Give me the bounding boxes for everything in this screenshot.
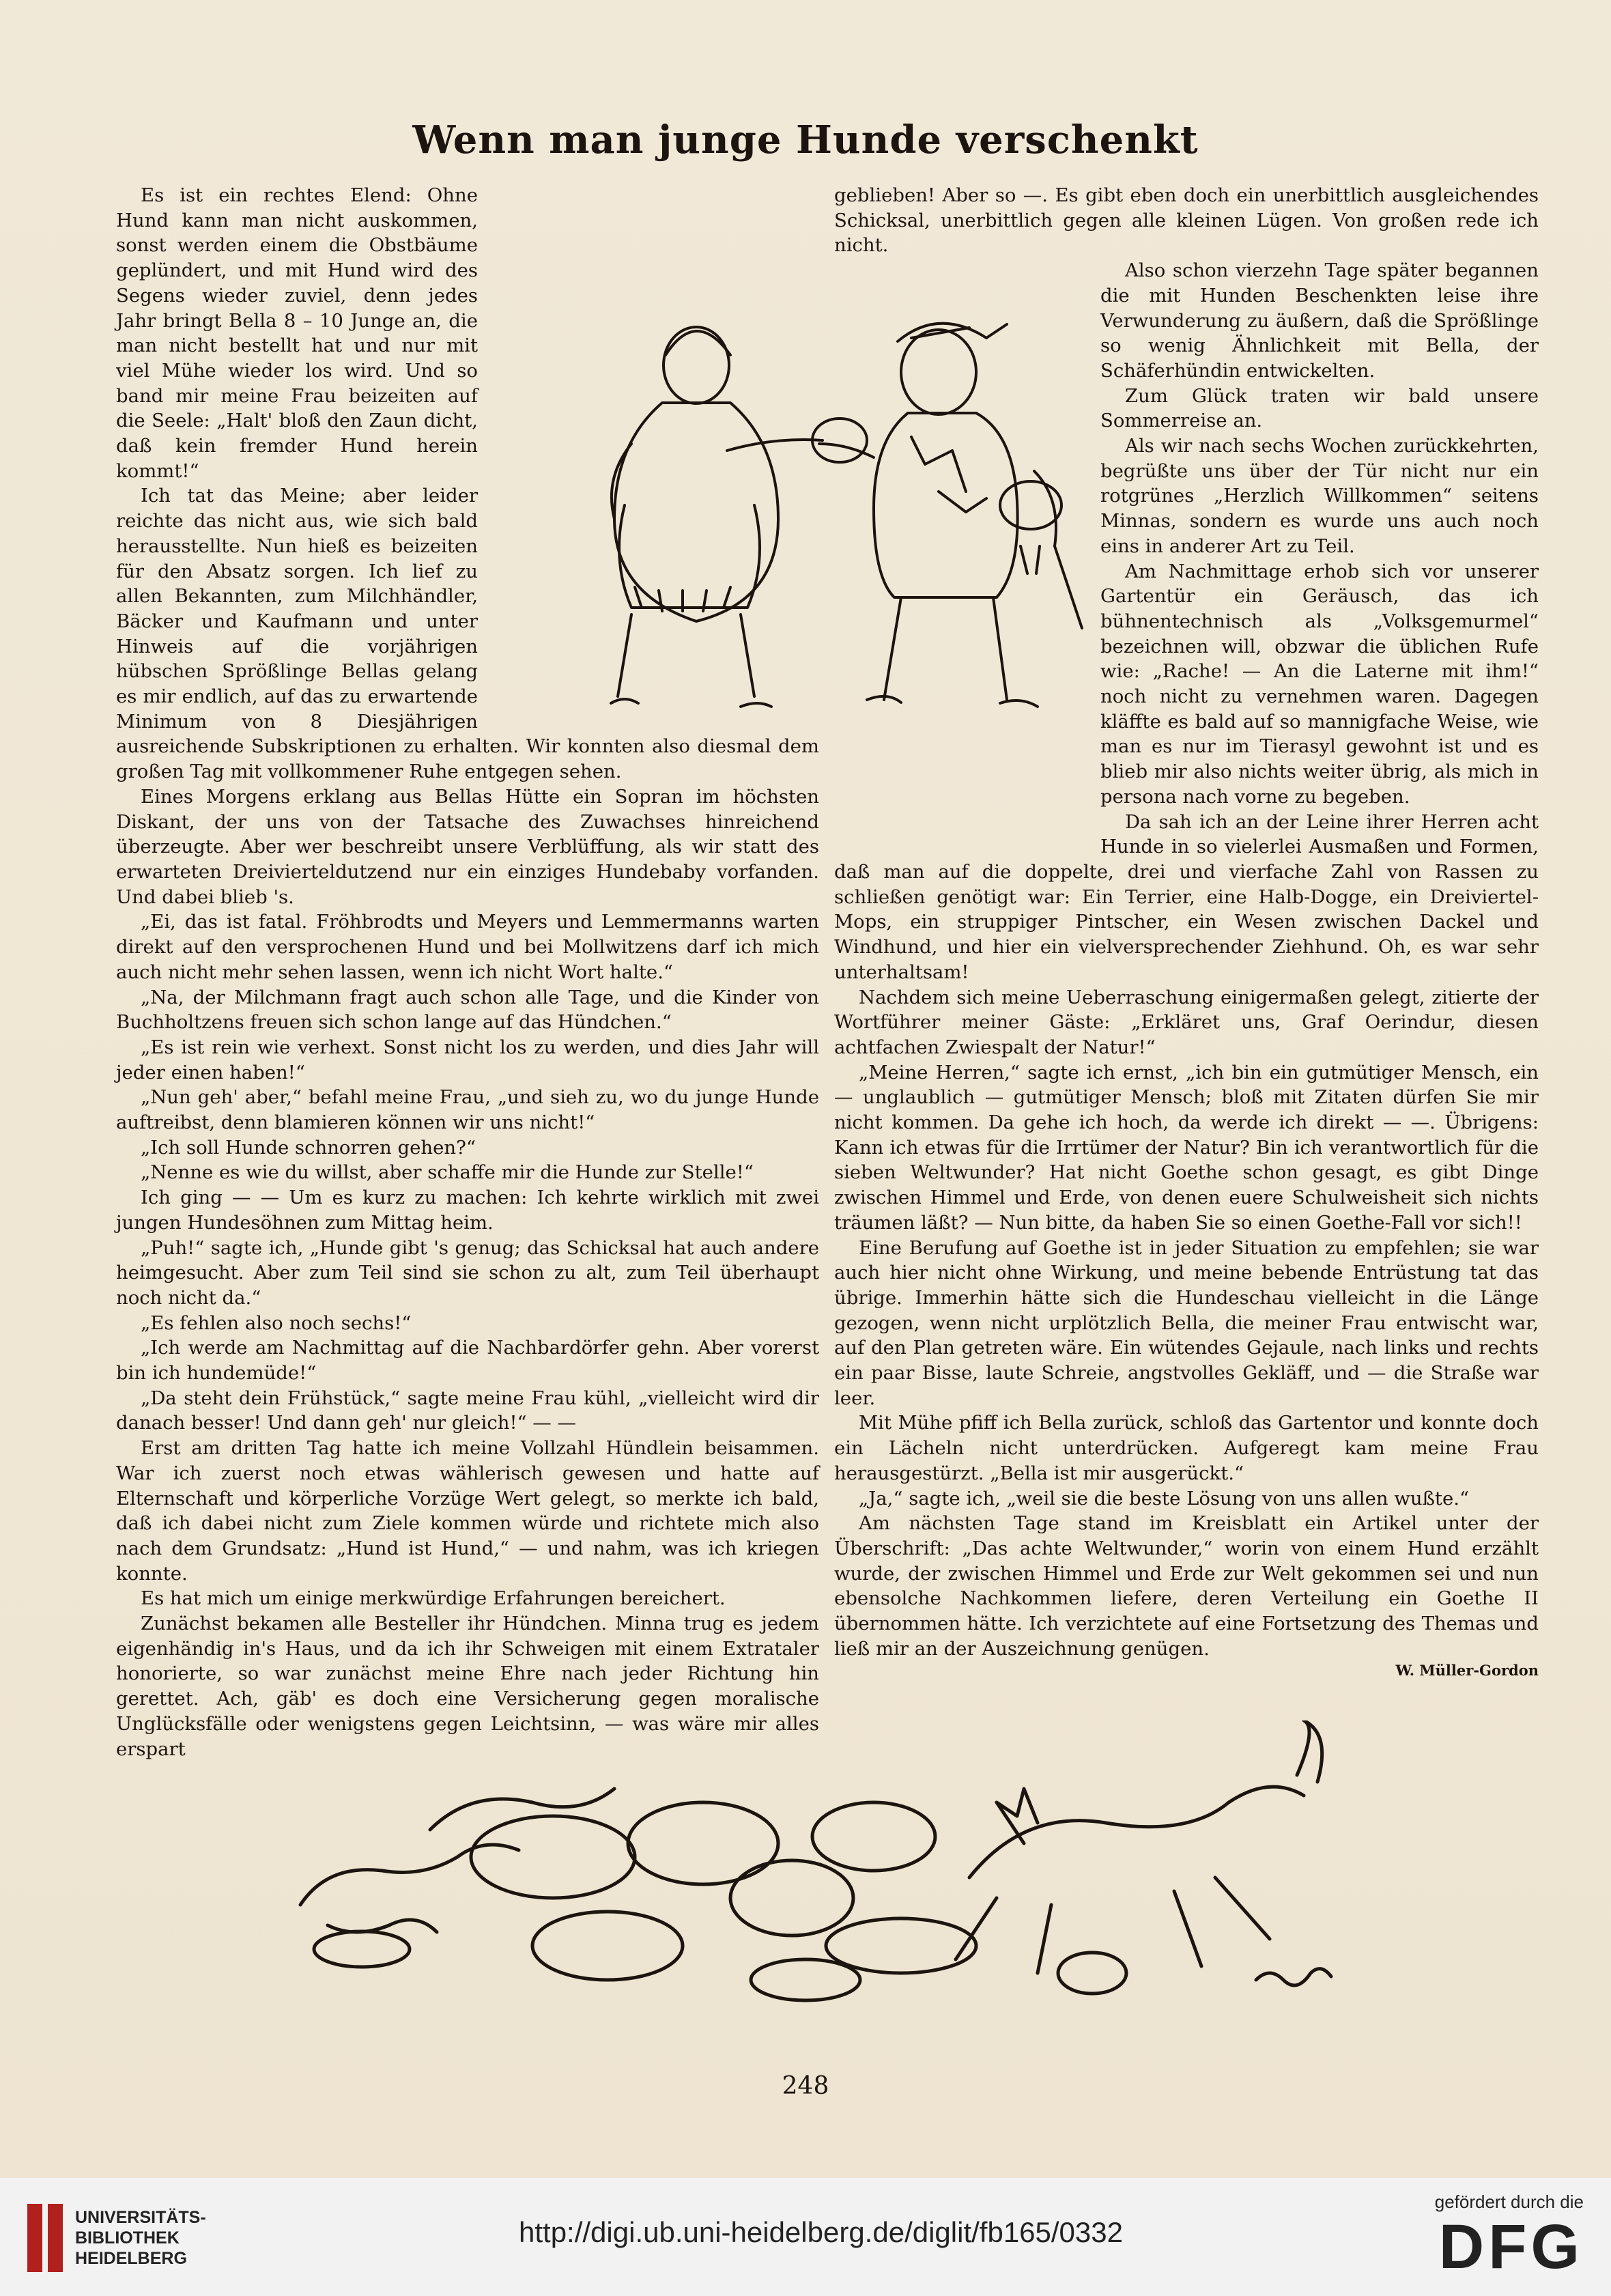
funding-caption: gefördert durch die xyxy=(1434,2192,1584,2212)
paragraph: „Na, der Milchmann fragt auch schon alle Tage, und die Kinder von Buchholtzens freuen sich schon lange auf das Hündchen.“ xyxy=(116,986,819,1034)
paragraph: geblieben! Aber so —. Es gibt eben doch ein unerbittlich ausgleichendes Schicksal, unerbittlich gegen alle kleinen Lügen. Von großen rede ich nicht. xyxy=(834,184,1539,257)
author-signature: W. Müller-Gordon xyxy=(1395,1662,1539,1680)
permalink-url[interactable]: http://digi.ub.uni-heidelberg.de/diglit/fb165/0332 xyxy=(519,2216,1123,2248)
university-name-line: BIBLIOTHEK xyxy=(75,2228,180,2248)
paragraph: „Ja,“ sagte ich, „weil sie die beste Lösung von uns allen wußte.“ xyxy=(859,1487,1470,1510)
paragraph: Eine Berufung auf Goethe ist in jeder Situation zu empfehlen; sie war auch hier nicht ohne Wirkung, und meine bebende Entrüstung tat das übrige. Immerhin hätte sich die Hundeschau vielleicht in die Länge gezogen, wenn nicht urplötzlich Bella, die meiner Frau entwischt war, auf den Plan getreten wäre. Ein wütendes Gejaule, nach links und rechts ein paar Bisse, laute Schreie, angstvolles Gekläff, und — die Straße war leer. xyxy=(834,1236,1539,1409)
paragraph: Als wir nach sechs Wochen zurückkehrten, begrüßte uns über der Tür nicht nur ein rotgrünes „Herzlich Willkommen“ seitens Minnas, sondern es wurde uns auch noch eins in anderer Art zu Teil. xyxy=(1100,435,1539,557)
university-logo[interactable] xyxy=(27,2204,206,2272)
funding-notice xyxy=(1435,2192,1584,2283)
paragraph: „Es fehlen also noch sechs!“ xyxy=(141,1312,412,1334)
paragraph: „Da steht dein Frühstück,“ sagte meine Frau kühl, „vielleicht wird dir danach besser! Und dann geh' nur gleich!“ — — xyxy=(116,1387,819,1434)
university-name-line: HEIDELBERG xyxy=(75,2249,187,2268)
paragraph: „Nun geh' aber,“ befahl meine Frau, „und sieh zu, wo du junge Hunde auftreibst, denn blamieren können wir uns nicht!“ xyxy=(116,1086,819,1134)
paragraph: Ich tat das Meine; aber leider reichte das nicht aus, wie sich bald herausstellte. Nun hieß es beizeiten für den Absatz sorgen. Ich lief zu allen Bekannten, zum Milchhändler, Bäcker und Kaufmann und unter Hinweis auf die vorjährigen hübschen Sprößlinge Bellas gelang es mir endlich, auf das zu erwartende Minimum von 8 Diesjährigen ausreichende Subskriptionen zu erhalten. Wir konnten also diesmal dem großen Tag mit vollkommener Ruhe entgegen sehen. xyxy=(116,485,819,783)
paragraph: Es hat mich um einige merkwürdige Erfahrungen bereichert. xyxy=(141,1587,726,1610)
paragraph: „Puh!“ sagte ich, „Hunde gibt 's genug; das Schicksal hat auch andere heimgesucht. Aber zum Teil sind sie schon zu alt, zum Teil überhaupt noch nicht da.“ xyxy=(116,1236,819,1309)
paragraph: Mit Mühe pfiff ich Bella zurück, schloß das Gartentor und konnte doch ein Lächeln nicht unterdrücken. Aufgeregt kam meine Frau herausgestürzt. „Bella ist mir ausgerückt.“ xyxy=(834,1412,1539,1484)
article-title: Wenn man junge Hunde verschenkt xyxy=(412,117,1199,162)
paragraph: Eines Morgens erklang aus Bellas Hütte ein Sopran im höchsten Diskant, der uns von der Tatsache des Zuwachses hinreichend überzeugte. Aber wer beschreibt unsere Verblüffung, als wir statt des erwarteten Dreivierteldutzend nur ein einziges Hundebaby vorfanden. Und dabei blieb 's. xyxy=(116,785,819,908)
illustration-woman-and-man-with-puppies xyxy=(529,300,1143,737)
paragraph: Zum Glück traten wir bald unsere Sommerreise an. xyxy=(1100,384,1539,432)
paragraph: „Nenne es wie du willst, aber schaffe mir die Hunde zur Stelle!“ xyxy=(141,1161,754,1184)
paragraph: Es ist ein rechtes Elend: Ohne Hund kann man nicht auskommen, sonst werden einem die Obstbäume geplündert, und mit Hund wird des Segens wieder zuviel, denn jedes Jahr bringt Bella 8 – 10 Junge an, die man nicht bestellt hat und nur mit viel Mühe wieder los wird. Und so band mir meine Frau beizeiten auf die Seele: „Halt' bloß den Zaun dicht, daß kein fremder Hund herein kommt!“ xyxy=(116,184,478,482)
paragraph: „Ich werde am Nachmittag auf die Nachbardörfer gehn. Aber vorerst bin ich hundemüde!“ xyxy=(116,1337,819,1385)
paragraph: Da sah ich an der Leine ihrer Herren acht Hunde in so vielerlei Ausmaßen und Formen, daß man auf die doppelte, drei und vierfache Zahl von Rassen zu schließen genötigt war: Ein Terrier, eine Halb-Dogge, ein Dreiviertel-Mops, ein struppiger Pintscher, ein Wesen zwischen Dackel und Windhund, und hier ein vielversprechender Ziehhund. Oh, es war sehr unterhaltsam! xyxy=(834,810,1539,983)
paragraph: Erst am dritten Tag hatte ich meine Vollzahl Hündlein beisammen. War ich zuerst noch etwas wählerisch gewesen und hatte auf Elternschaft und körperliche Vorzüge Wert gelegt, so merkte ich bald, daß ich dabei nicht zum Ziele kommen würde und richtete mich also nach dem Grundsatz: „Hund ist Hund,“ — und nahm, was ich kriegen konnte. xyxy=(116,1437,819,1585)
paragraph: „Meine Herren,“ sagte ich ernst, „ich bin ein gutmütiger Mensch, ein — unglaublich — gutmütiger Mensch; bloß mit Zitaten dürfen Sie mir nicht kommen. Da gehe ich hoch, da werde ich direkt — —. Übrigens: Kann ich etwas für die Irrtümer der Natur? Bin ich verantwortlich für die sieben Weltwunder? Hat nicht Goethe schon gesagt, es gibt Dinge zwischen Himmel und Erde, von denen euere Schulweisheit sich nichts träumen läßt? — Nun bitte, da haben Sie so einen Goethe-Fall vor sich!! xyxy=(834,1061,1539,1234)
paragraph: „Ich soll Hunde schnorren gehen?“ xyxy=(141,1136,476,1159)
paragraph: Am Nachmittage erhob sich vor unserer Gartentür ein Geräusch, das ich bühnentechnisch als „Volksgemurmel“ bezeichnen will, obzwar die üblichen Rufe wie: „Rache! — An die Laterne mit ihm!“ noch nicht zu vernehmen waren. Dagegen kläffte es bald auf so mannigfache Weise, wie man es nur im Tierasyl gewohnt ist und es blieb mir also nichts weiter übrig, als mich in persona nach vorne zu begeben. xyxy=(1100,560,1539,808)
paragraph: Also schon vierzehn Tage später begannen die mit Hunden Beschenkten leise ihre Verwunderung zu äußern, daß die Sprößlinge so wenig Ähnlichkeit mit Bella, der Schäferhündin entwickelten. xyxy=(1100,259,1539,382)
university-name-line: UNIVERSITÄTS- xyxy=(75,2208,206,2227)
university-name xyxy=(75,2207,206,2269)
page-number: 248 xyxy=(782,2072,829,2100)
university-seal-icon xyxy=(27,2204,66,2272)
illustration-fighting-dogs xyxy=(287,1720,1386,2014)
paragraph: „Es ist rein wie verhext. Sonst nicht los zu werden, und dies Jahr will jeder einen haben!“ xyxy=(116,1036,819,1083)
paragraph: Zunächst bekamen alle Besteller ihr Hündchen. Minna trug es jedem eigenhändig in's Haus, und da ich ihr Schweigen mit einem Extrataler honorierte, so war zunächst meine Ehre nach jeder Richtung hin gerettet. Ach, gäb' es doch eine Versicherung gegen moralische Unglücksfälle oder wenigstens gegen Leichtsinn, — was wäre mir alles erspart xyxy=(116,1613,819,1760)
paragraph: Am nächsten Tage stand im Kreisblatt ein Artikel unter der Überschrift: „Das achte Weltwunder,“ worin von einem Hund erzählt wurde, der zwischen Himmel und Erde zur Welt gekommen sei und nun ebensolche Nachkommen liefere, deren Verteilung ein Goethe II übernommen hätte. Ich verzichtete auf eine Fortsetzung des Themas und ließ mir an der Auszeichnung genügen. xyxy=(834,1512,1539,1660)
paragraph: „Ei, das ist fatal. Fröhbrodts und Meyers und Lemmermanns warten direkt auf den versprochenen Hund und bei Mollwitzens darf ich mich auch nicht mehr sehen lassen, wenn ich nicht Wort halte.“ xyxy=(116,911,819,983)
paragraph: Nachdem sich meine Ueberraschung einigermaßen gelegt, zitierte der Wortführer meiner Gäste: „Erkläret uns, Graf Oerindur, diesen achtfachen Zwiespalt der Natur!“ xyxy=(834,986,1539,1058)
dfg-logo[interactable]: DFG xyxy=(1438,2212,1584,2282)
paragraph: Ich ging — — Um es kurz zu machen: Ich kehrte wirklich mit zwei jungen Hundesöhnen zum Mittag heim. xyxy=(116,1187,819,1234)
viewer-footer xyxy=(0,2178,1611,2296)
